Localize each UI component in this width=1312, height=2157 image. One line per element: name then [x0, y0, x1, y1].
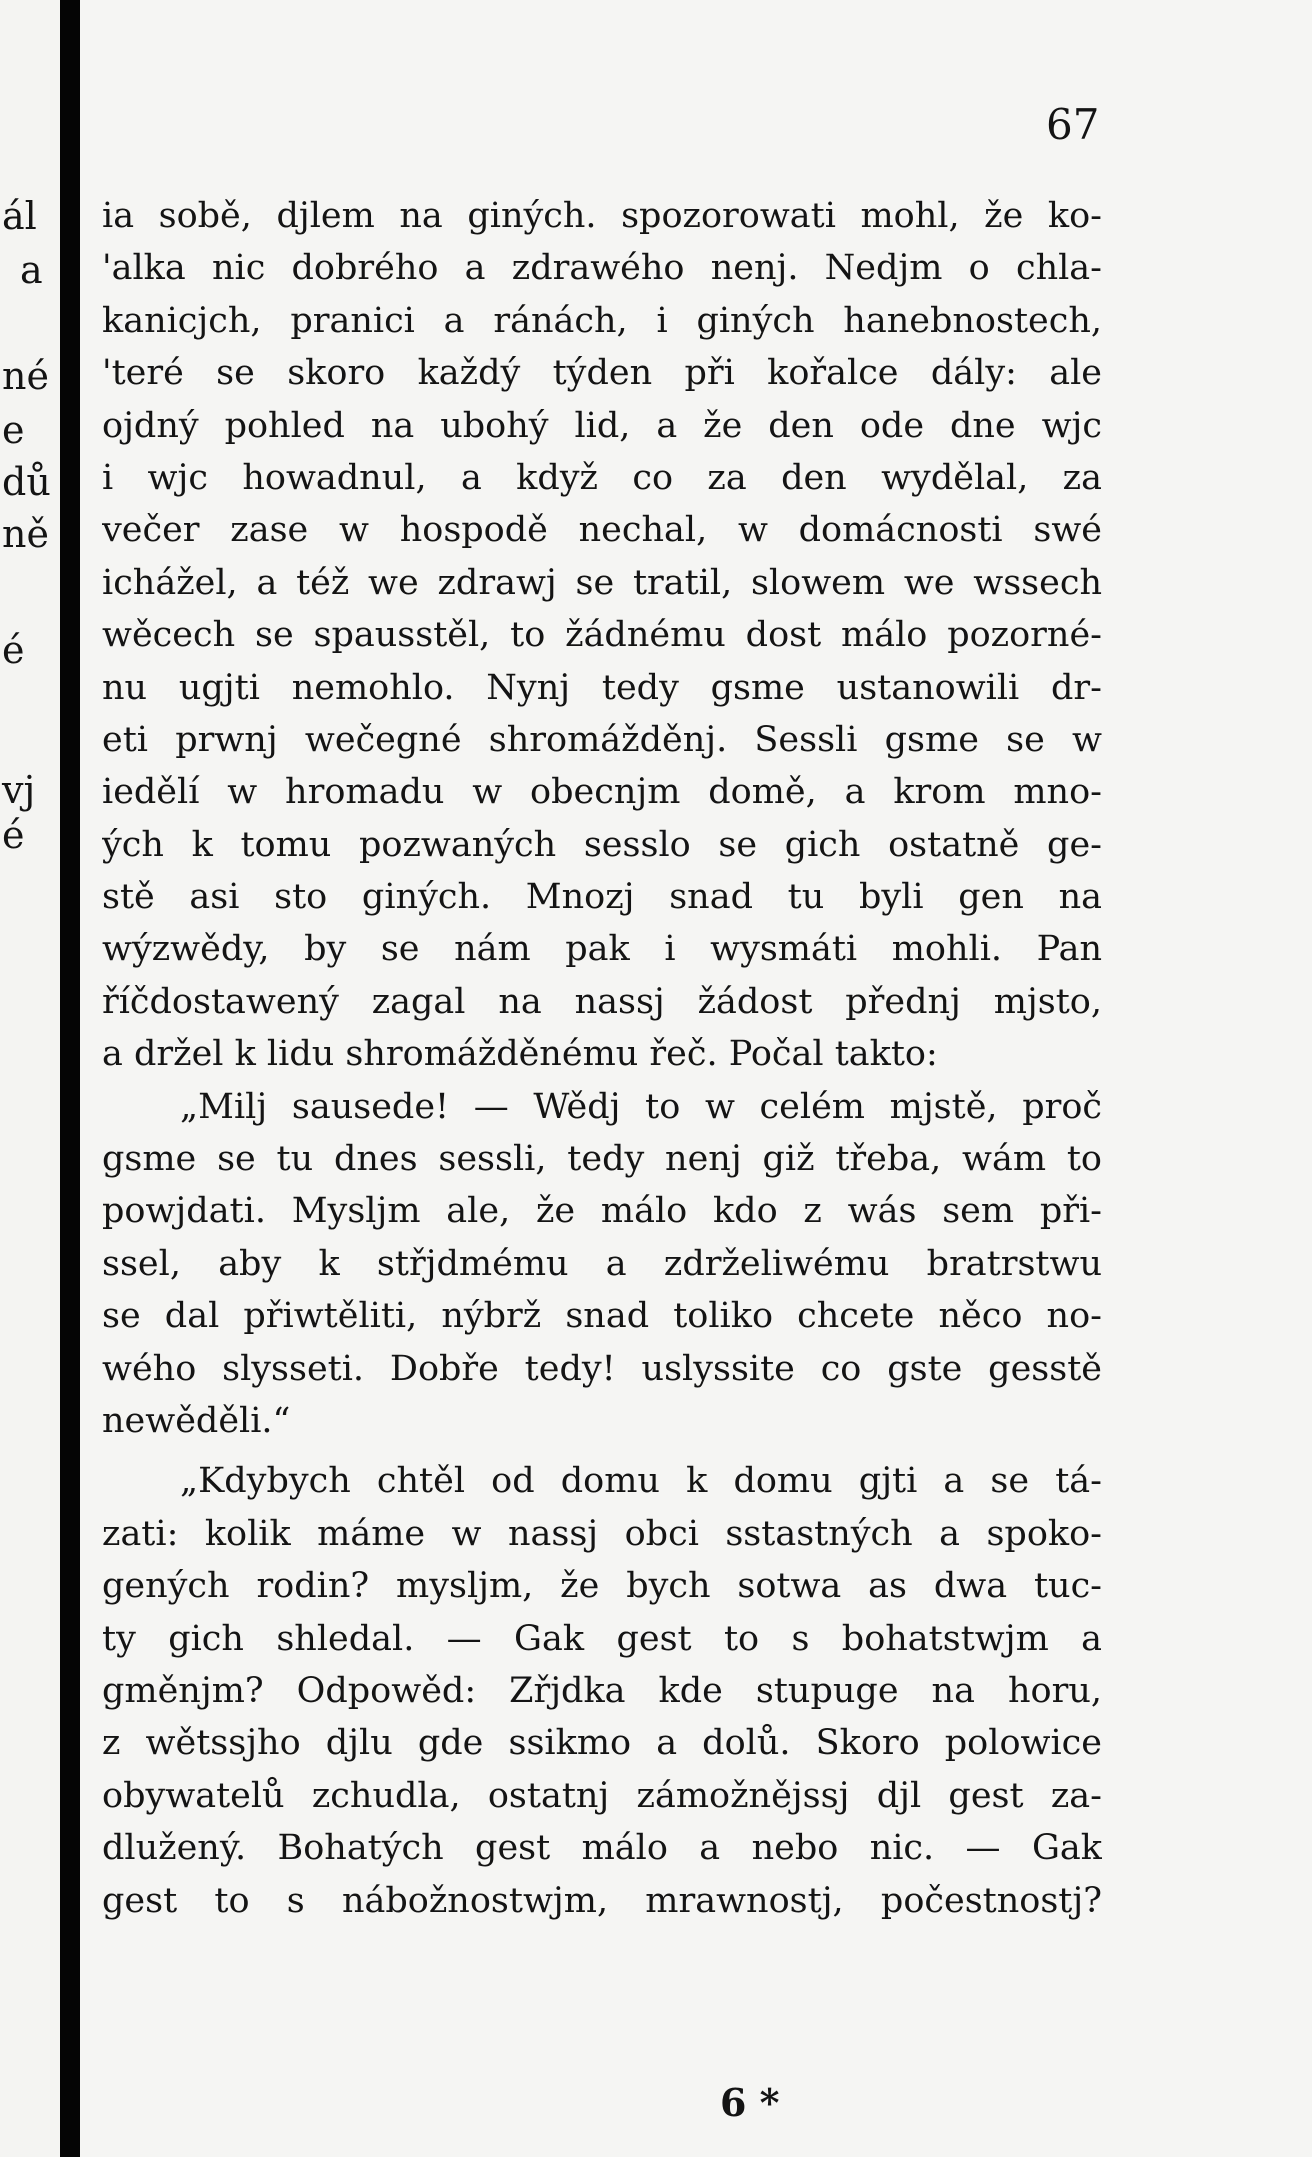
text-line: wěcech se spausstěl, to žádnému dost málo pozorné-	[102, 615, 1102, 656]
prev-page-fragment: dů	[2, 460, 51, 504]
text-line: gměnjm? Odpowěd: Zřjdka kde stupuge na horu,	[102, 1670, 1102, 1711]
text-line: ichážel, a též we zdrawj se tratil, slowem we wssech	[102, 562, 1102, 603]
text-line: wého slysseti. Dobře tedy! uslyssite co gste gesstě	[102, 1348, 1102, 1389]
text-line: ých k tomu pozwaných sesslo se gich ostatně ge-	[102, 824, 1102, 865]
text-line: ia sobě, djlem na giných. spozorowati mohl, že ko-	[102, 196, 1102, 236]
text-line: wýzwědy, by se nám pak i wysmáti mohli. Pan	[102, 929, 1102, 970]
text-line: z wětssjho djlu gde ssikmo a dolů. Skoro polowice	[102, 1723, 1102, 1764]
prev-page-fragment: ně	[2, 512, 49, 556]
page-number: 67	[1046, 100, 1100, 149]
text-line: i wjc howadnul, a když co za den wydělal, za	[102, 457, 1102, 498]
text-line: kanicjch, pranici a ránách, i giných hanebnostech,	[102, 300, 1102, 341]
text-line: ojdný pohled na ubohý lid, a že den ode dne wjc	[102, 405, 1102, 446]
prev-page-fragment: ál	[2, 194, 37, 238]
paragraph-first-line: „Milj sausede! — Wědj to w celém mjstě, proč	[180, 1086, 1102, 1127]
text-line: gených rodin? myslјm, že bych sotwa as dwa tuc-	[102, 1566, 1102, 1607]
text-line: iedělí w hromadu w obecnjm domě, a krom mno-	[102, 772, 1102, 813]
prev-page-fragment: a	[20, 248, 43, 292]
text-line: ssel, aby k střjdmému a zdrželiwému bratrstwu	[102, 1243, 1102, 1284]
text-line: 'teré se skoro každý týden při kořalce dály: ale	[102, 353, 1102, 394]
text-line: obywatelů zchudla, ostatnj zámožnějssj djl gest za-	[102, 1775, 1102, 1816]
prev-page-fragment: e	[2, 408, 25, 452]
paragraph-first-line: „Kdybych chtěl od domu k domu gjti a se tá-	[180, 1461, 1102, 1502]
text-line: powjdati. Myslјm ale, že málo kdo z wás sem při-	[102, 1191, 1102, 1232]
text-line: newěděli.“	[102, 1400, 291, 1441]
book-page	[80, 0, 1312, 2157]
text-line: ty gich shledal. — Gak gest to s bohatstwjm a	[102, 1618, 1102, 1659]
prev-page-fragment: é	[2, 813, 25, 857]
text-line: gsme se tu dnes sessli, tedy nenj giž třeba, wám to	[102, 1139, 1102, 1180]
body-text	[102, 190, 1102, 1927]
text-line: zati: kolik máme w nassj obci sstastných a spoko-	[102, 1513, 1102, 1554]
text-line: nu ugjti nemohlo. Nynj tedy gsme ustanowili dr-	[102, 667, 1102, 708]
text-line: se dal přiwtěliti, nýbrž snad toliko chcete něco no-	[102, 1296, 1102, 1337]
prev-page-fragment: é	[2, 628, 25, 672]
text-line: dlužený. Bohatých gest málo a nebo nic. — Gak	[102, 1828, 1102, 1869]
text-line: eti prwnj wečegné shromážděnj. Sessli gsme se w	[102, 719, 1102, 760]
previous-page-edge	[0, 0, 60, 2157]
text-line: a držel k lidu shromážděnému řeč. Počal takto:	[102, 1034, 938, 1075]
text-line: 'alka nic dobrého a zdrawého nenj. Nedjm o chla-	[102, 248, 1102, 289]
book-gutter	[60, 0, 80, 2157]
text-line: říčdostawený zagal na nassj žádost přednj mjsto,	[102, 981, 1102, 1022]
text-line: gest to s nábožnostwjm, mrawnostj, počestnostj?	[102, 1880, 1102, 1921]
printer-signature-mark: 6 *	[720, 2080, 780, 2125]
prev-page-fragment: né	[2, 354, 49, 398]
text-line: večer zase w hospodě nechal, w domácnosti swé	[102, 510, 1102, 551]
text-line: stě asi sto giných. Mnozj snad tu byli gen na	[102, 877, 1102, 918]
prev-page-fragment: vj	[2, 768, 36, 812]
